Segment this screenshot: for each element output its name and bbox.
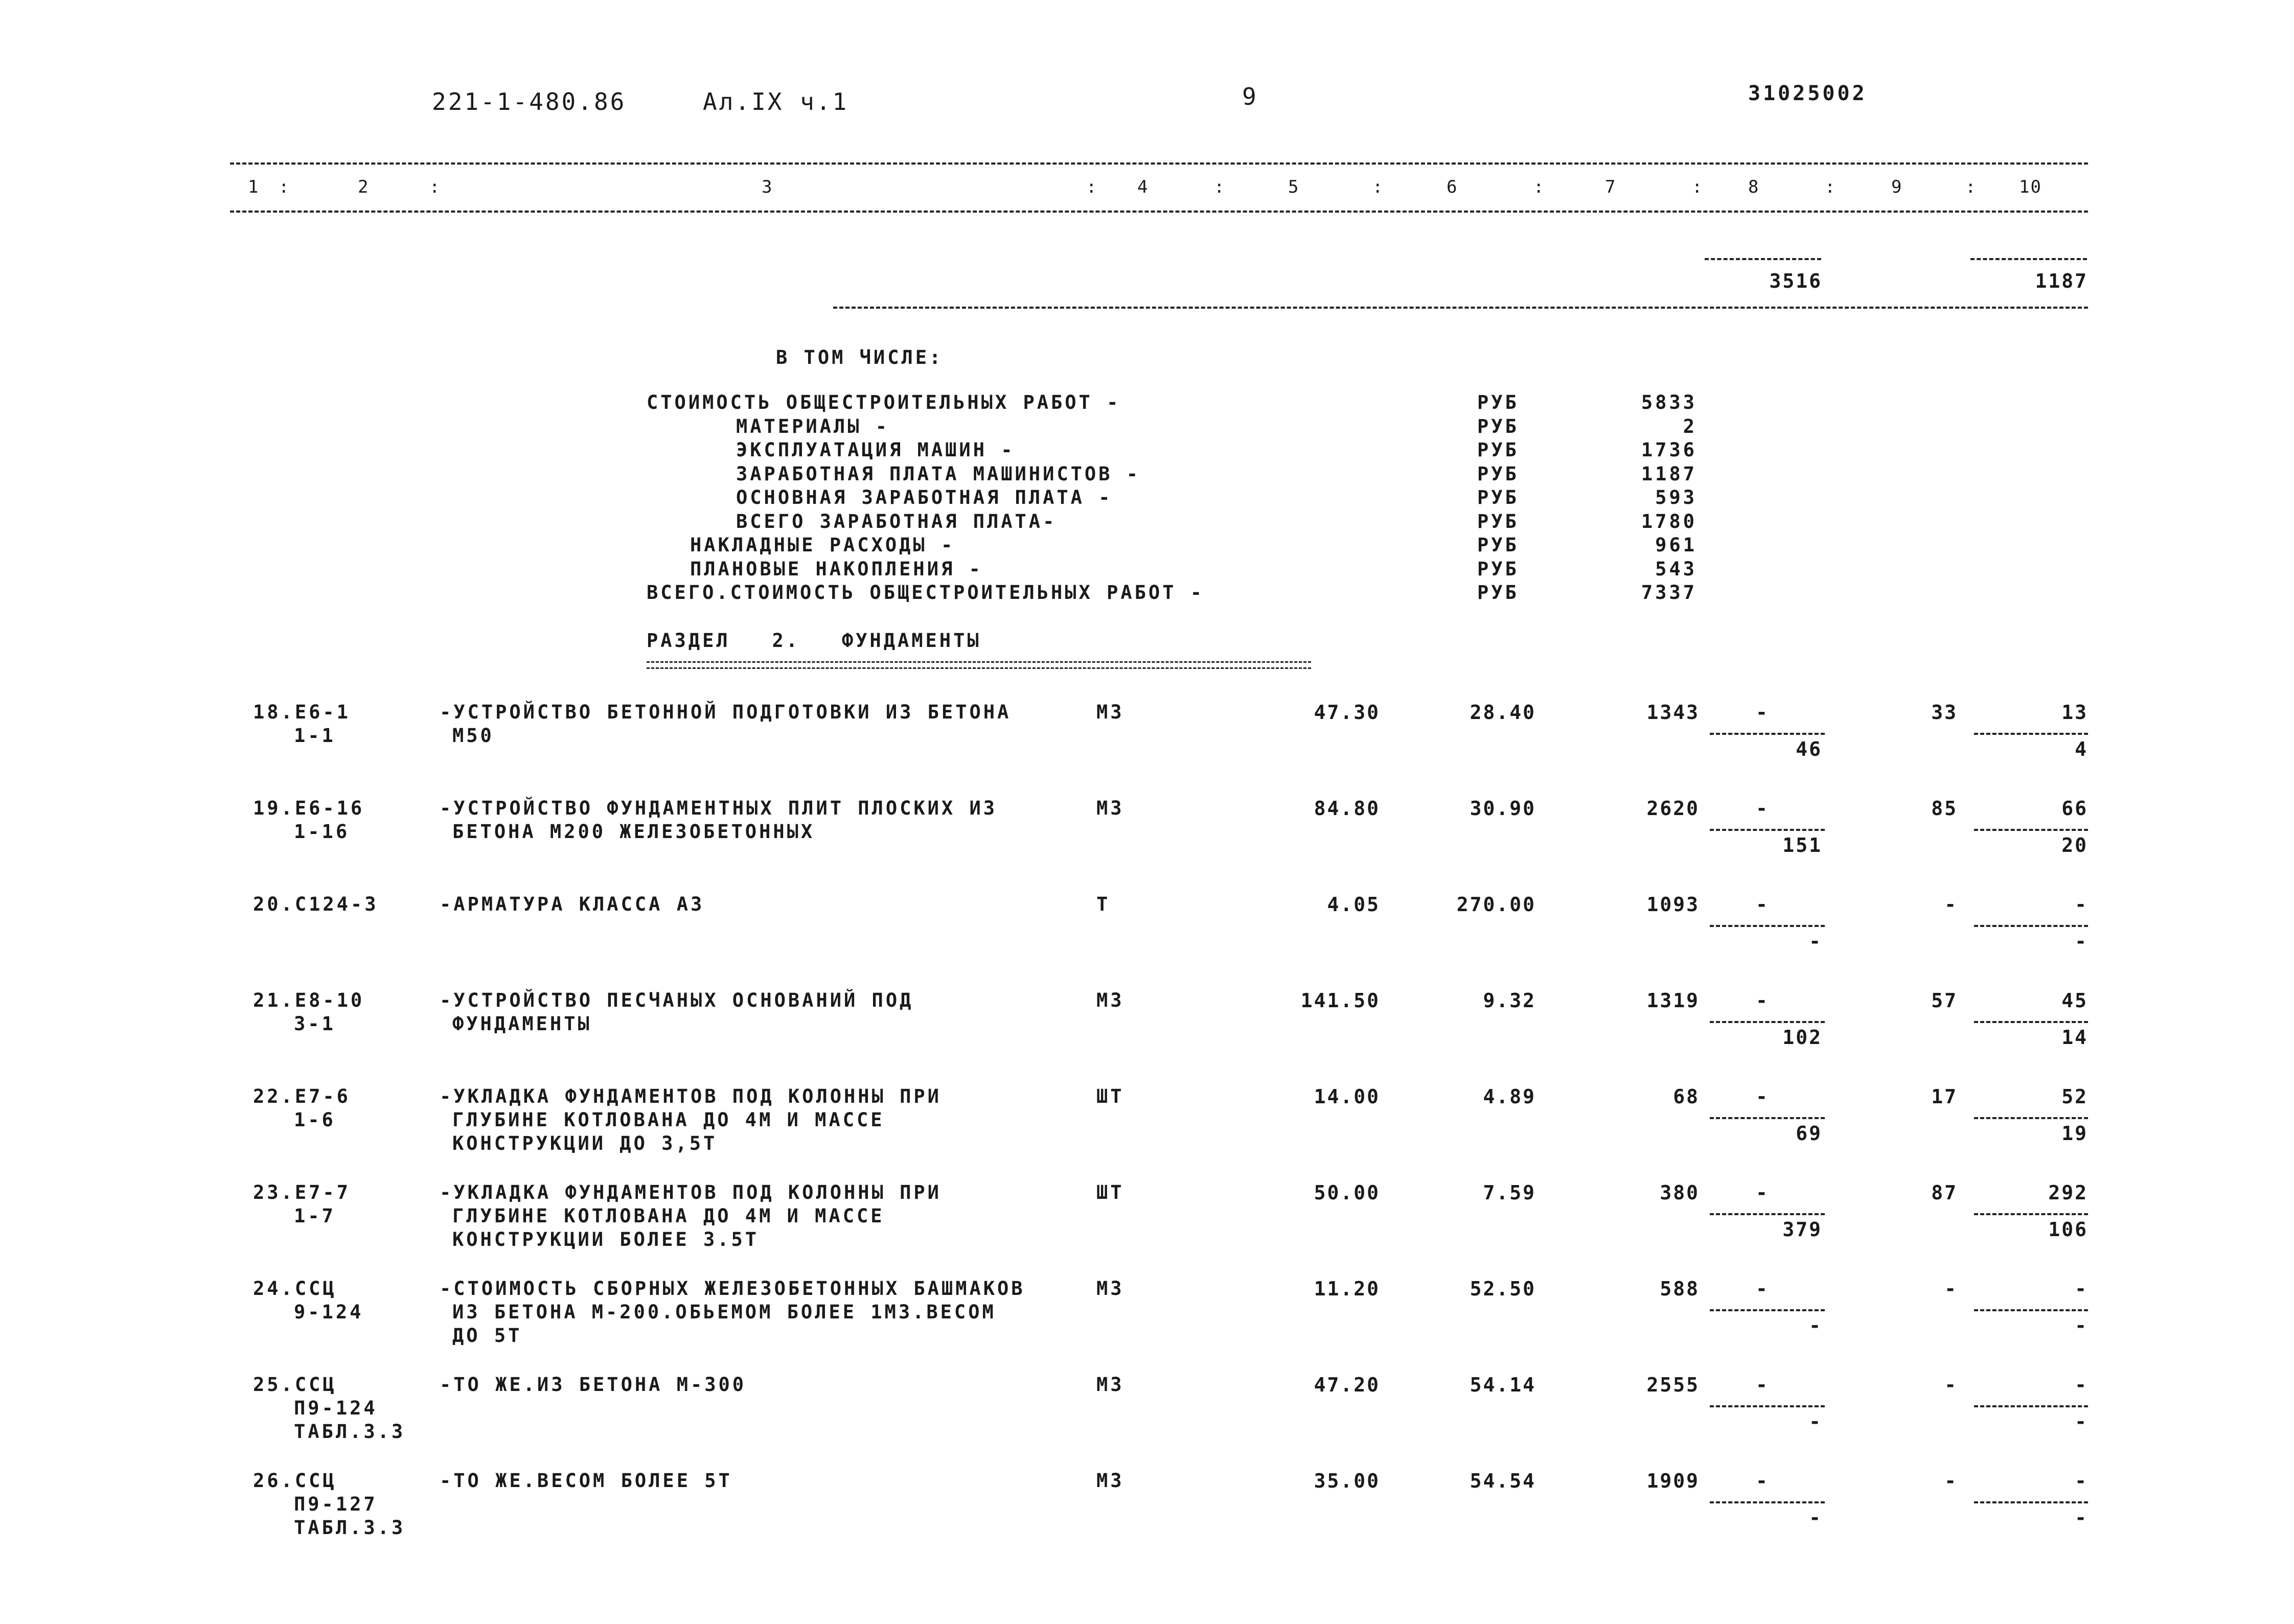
item-description: ИЗ БЕТОНА М-200.ОБЬЕМОМ БОЛЕЕ 1М3.ВЕСОМ <box>452 1301 996 1323</box>
header-top-rule <box>230 163 2088 165</box>
item-description: ФУНДАМЕНТЫ <box>452 1013 592 1035</box>
item-unit: ШТ <box>1096 1085 1125 1107</box>
item-c9: - <box>1944 1374 1958 1396</box>
item-code: 3-1 <box>294 1013 336 1035</box>
breakdown-unit: РУБ <box>1477 534 1519 556</box>
item-description: -ТО ЖЕ.ВЕСОМ БОЛЕЕ 5Т <box>440 1470 732 1492</box>
column-number: 2 <box>358 177 370 197</box>
item-c10-bottom: - <box>2075 1506 2088 1529</box>
breakdown-title: В ТОМ ЧИСЛЕ: <box>776 346 944 368</box>
column-number: 9 <box>1891 177 1903 197</box>
section-underline-1 <box>647 661 1311 663</box>
item-c8-top: - <box>1756 701 1769 724</box>
item-code: 26.ССЦ <box>253 1470 337 1492</box>
item-code: 9-124 <box>294 1301 364 1323</box>
item-quantity: 50.00 <box>1314 1181 1380 1204</box>
item-code: 20.С124-3 <box>253 893 379 915</box>
breakdown-label: НАКЛАДНЫЕ РАСХОДЫ - <box>690 534 955 556</box>
album-reference: Ал.IX ч.1 <box>703 88 849 115</box>
breakdown-unit: РУБ <box>1477 462 1519 485</box>
item-c9: - <box>1944 893 1958 916</box>
breakdown-value: 2 <box>1683 415 1697 437</box>
item-c8-bottom: - <box>1809 930 1822 953</box>
item-code: 21.Е8-10 <box>253 989 365 1011</box>
column-separator: : <box>429 177 441 197</box>
breakdown-value: 1736 <box>1641 439 1697 461</box>
item-c10-rule <box>1974 1213 2088 1215</box>
item-description: -УСТРОЙСТВО ПЕСЧАНЫХ ОСНОВАНИЙ ПОД <box>440 989 914 1011</box>
item-c8-rule <box>1710 1405 1825 1407</box>
item-code: 24.ССЦ <box>253 1278 337 1300</box>
item-c8-bottom: 151 <box>1782 834 1822 856</box>
item-code: 23.Е7-7 <box>253 1181 351 1203</box>
item-c10-top: 52 <box>2061 1085 2088 1108</box>
breakdown-label: МАТЕРИАЛЫ - <box>736 415 890 437</box>
subtotal-c8: 3516 <box>1769 270 1822 292</box>
column-separator: : <box>1965 177 1977 197</box>
column-separator: : <box>1214 177 1226 197</box>
item-c10-rule <box>1974 733 2088 735</box>
item-c10-top: 13 <box>2061 701 2088 724</box>
item-unit: М3 <box>1096 1374 1125 1396</box>
document-code: 221-1-480.86 <box>432 88 627 115</box>
item-total: 380 <box>1660 1181 1700 1204</box>
item-unit-price: 7.59 <box>1483 1181 1536 1204</box>
breakdown-label: ЭКСПЛУАТАЦИЯ МАШИН - <box>736 439 1015 461</box>
item-description: -УСТРОЙСТВО БЕТОННОЙ ПОДГОТОВКИ ИЗ БЕТОНА <box>440 701 1012 723</box>
item-unit: ШТ <box>1096 1181 1125 1203</box>
item-quantity: 14.00 <box>1314 1085 1380 1108</box>
breakdown-label: СТОИМОСТЬ ОБЩЕСТРОИТЕЛЬНЫХ РАБОТ - <box>647 391 1121 413</box>
item-total: 2555 <box>1646 1374 1700 1396</box>
item-quantity: 11.20 <box>1314 1278 1380 1300</box>
item-c8-bottom: 69 <box>1796 1122 1822 1145</box>
item-code: 1-1 <box>294 725 336 747</box>
item-description: ГЛУБИНЕ КОТЛОВАНА ДО 4М И МАССЕ <box>452 1109 885 1131</box>
column-number: 7 <box>1605 177 1617 197</box>
item-c10-top: 292 <box>2048 1181 2088 1204</box>
item-c10-rule <box>1974 1021 2088 1023</box>
column-number: 6 <box>1447 177 1458 197</box>
item-unit-price: 52.50 <box>1470 1278 1536 1300</box>
item-code: П9-124 <box>294 1397 378 1419</box>
item-code: ТАБЛ.3.3 <box>294 1421 406 1443</box>
breakdown-value: 1187 <box>1641 462 1697 485</box>
item-total: 1909 <box>1646 1470 1700 1492</box>
subtotal-c10: 1187 <box>2035 270 2088 292</box>
item-code: 1-6 <box>294 1109 336 1131</box>
item-c10-top: - <box>2075 1278 2088 1300</box>
item-c10-rule <box>1974 1501 2088 1503</box>
item-unit-price: 4.89 <box>1483 1085 1536 1108</box>
item-quantity: 4.05 <box>1327 893 1380 916</box>
column-number: 4 <box>1137 177 1149 197</box>
column-separator: : <box>1825 177 1837 197</box>
column-number: 3 <box>762 177 773 197</box>
item-c10-bottom: - <box>2075 1314 2088 1337</box>
item-c10-top: - <box>2075 1470 2088 1492</box>
item-c8-top: - <box>1756 1470 1769 1492</box>
column-number: 1 <box>248 177 260 197</box>
column-separator: : <box>1086 177 1098 197</box>
item-c10-rule <box>1974 1117 2088 1119</box>
item-total: 1319 <box>1646 989 1700 1012</box>
item-code: 25.ССЦ <box>253 1374 337 1396</box>
subtotal-rule-c8 <box>1705 258 1821 260</box>
breakdown-unit: РУБ <box>1477 391 1519 413</box>
item-c10-bottom: 106 <box>2048 1218 2088 1241</box>
breakdown-label: ОСНОВНАЯ ЗАРАБОТНАЯ ПЛАТА - <box>736 486 1113 508</box>
item-unit-price: 270.00 <box>1456 893 1536 916</box>
item-c10-bottom: 20 <box>2061 834 2088 856</box>
item-unit-price: 9.32 <box>1483 989 1536 1012</box>
item-c9: 33 <box>1931 701 1958 724</box>
item-c10-top: - <box>2075 1374 2088 1396</box>
item-description: -УСТРОЙСТВО ФУНДАМЕНТНЫХ ПЛИТ ПЛОСКИХ ИЗ <box>440 797 998 819</box>
item-c9: - <box>1944 1470 1958 1492</box>
item-c8-top: - <box>1756 1181 1769 1204</box>
item-description: -УКЛАДКА ФУНДАМЕНТОВ ПОД КОЛОННЫ ПРИ <box>440 1085 942 1107</box>
item-code: 18.Е6-1 <box>253 701 351 723</box>
breakdown-label: ВСЕГО ЗАРАБОТНАЯ ПЛАТА- <box>736 510 1057 532</box>
item-c10-bottom: 4 <box>2075 738 2088 760</box>
item-code: ТАБЛ.3.3 <box>294 1517 406 1539</box>
header-bottom-rule <box>230 211 2088 213</box>
item-c10-bottom: 19 <box>2061 1122 2088 1145</box>
breakdown-unit: РУБ <box>1477 415 1519 437</box>
breakdown-value: 1780 <box>1641 510 1697 532</box>
breakdown-value: 961 <box>1655 534 1697 556</box>
item-c9: 87 <box>1931 1181 1958 1204</box>
item-description: -СТОИМОСТЬ СБОРНЫХ ЖЕЛЕЗОБЕТОННЫХ БАШМАКОВ <box>440 1278 1025 1300</box>
item-description: ГЛУБИНЕ КОТЛОВАНА ДО 4М И МАССЕ <box>452 1205 885 1227</box>
item-description: -УКЛАДКА ФУНДАМЕНТОВ ПОД КОЛОННЫ ПРИ <box>440 1181 942 1203</box>
item-c8-rule <box>1710 829 1825 831</box>
item-c8-rule <box>1710 1309 1825 1311</box>
subtotal-rule-c10 <box>1970 258 2087 260</box>
item-unit: М3 <box>1096 989 1125 1011</box>
item-c10-top: 45 <box>2061 989 2088 1012</box>
item-description: КОНСТРУКЦИИ БОЛЕЕ 3.5Т <box>452 1228 760 1250</box>
item-unit-price: 28.40 <box>1470 701 1536 724</box>
item-description: КОНСТРУКЦИИ ДО 3,5Т <box>452 1132 718 1154</box>
item-c8-top: - <box>1756 1374 1769 1396</box>
breakdown-label: ЗАРАБОТНАЯ ПЛАТА МАШИНИСТОВ - <box>736 462 1141 485</box>
breakdown-label: ПЛАНОВЫЕ НАКОПЛЕНИЯ - <box>690 558 983 580</box>
item-c8-bottom: - <box>1809 1506 1822 1529</box>
item-c10-rule <box>1974 1405 2088 1407</box>
column-separator: : <box>1533 177 1545 197</box>
item-c8-top: - <box>1756 1278 1769 1300</box>
item-total: 68 <box>1673 1085 1700 1108</box>
item-c8-rule <box>1710 1117 1825 1119</box>
breakdown-value: 5833 <box>1641 391 1697 413</box>
item-c8-bottom: 46 <box>1796 738 1822 760</box>
item-code: П9-127 <box>294 1493 378 1515</box>
item-c9: - <box>1944 1278 1958 1300</box>
item-total: 2620 <box>1646 797 1700 820</box>
item-c8-rule <box>1710 1501 1825 1503</box>
item-c10-top: 66 <box>2061 797 2088 820</box>
column-separator: : <box>1372 177 1384 197</box>
item-description: БЕТОНА М200 ЖЕЛЕЗОБЕТОННЫХ <box>452 821 815 843</box>
item-c8-rule <box>1710 1021 1825 1023</box>
column-number: 10 <box>2019 177 2042 197</box>
item-total: 1093 <box>1646 893 1700 916</box>
item-quantity: 141.50 <box>1300 989 1380 1012</box>
breakdown-unit: РУБ <box>1477 439 1519 461</box>
document-id: 31025002 <box>1748 82 1867 105</box>
item-code: 1-16 <box>294 821 350 843</box>
section-underline-2 <box>647 667 1311 669</box>
item-c9: 17 <box>1931 1085 1958 1108</box>
item-unit: Т <box>1096 893 1111 915</box>
item-unit-price: 54.54 <box>1470 1470 1536 1492</box>
item-c10-rule <box>1974 829 2088 831</box>
breakdown-value: 7337 <box>1641 582 1697 604</box>
item-quantity: 47.30 <box>1314 701 1380 724</box>
item-quantity: 47.20 <box>1314 1374 1380 1396</box>
item-description: -АРМАТУРА КЛАССА А3 <box>440 893 705 915</box>
item-c8-rule <box>1710 925 1825 927</box>
item-c10-bottom: - <box>2075 930 2088 953</box>
item-code: 22.Е7-6 <box>253 1085 351 1107</box>
item-total: 1343 <box>1646 701 1700 724</box>
item-unit-price: 30.90 <box>1470 797 1536 820</box>
item-unit: М3 <box>1096 1278 1125 1300</box>
item-c9: 57 <box>1931 989 1958 1012</box>
page-number: 9 <box>1242 83 1258 110</box>
item-total: 588 <box>1660 1278 1700 1300</box>
item-unit: М3 <box>1096 701 1125 723</box>
item-quantity: 35.00 <box>1314 1470 1380 1492</box>
breakdown-unit: РУБ <box>1477 582 1519 604</box>
section-title: РАЗДЕЛ 2. ФУНДАМЕНТЫ <box>647 630 981 652</box>
item-unit-price: 54.14 <box>1470 1374 1536 1396</box>
column-separator: : <box>1692 177 1704 197</box>
item-c8-top: - <box>1756 1085 1769 1108</box>
item-c10-rule <box>1974 925 2088 927</box>
breakdown-value: 593 <box>1655 486 1697 508</box>
item-c8-rule <box>1710 1213 1825 1215</box>
item-c10-top: - <box>2075 893 2088 916</box>
breakdown-label: ВСЕГО.СТОИМОСТЬ ОБЩЕСТРОИТЕЛЬНЫХ РАБОТ - <box>647 582 1205 604</box>
item-description: М50 <box>452 725 494 747</box>
item-c8-top: - <box>1756 893 1769 916</box>
item-c10-bottom: - <box>2075 1410 2088 1433</box>
item-c9: 85 <box>1931 797 1958 820</box>
item-description: ДО 5Т <box>452 1325 522 1347</box>
item-c8-top: - <box>1756 989 1769 1012</box>
item-c10-rule <box>1974 1309 2088 1311</box>
item-c8-top: - <box>1756 797 1769 820</box>
item-c10-bottom: 14 <box>2061 1026 2088 1049</box>
column-separator: : <box>279 177 290 197</box>
item-quantity: 84.80 <box>1314 797 1380 820</box>
column-number: 8 <box>1748 177 1760 197</box>
item-c8-bottom: 102 <box>1782 1026 1822 1049</box>
item-code: 19.Е6-16 <box>253 797 365 819</box>
breakdown-unit: РУБ <box>1477 558 1519 580</box>
item-code: 1-7 <box>294 1205 336 1227</box>
breakdown-value: 543 <box>1655 558 1697 580</box>
item-unit: М3 <box>1096 1470 1125 1492</box>
item-description: -ТО ЖЕ.ИЗ БЕТОНА М-300 <box>440 1374 747 1396</box>
item-unit: М3 <box>1096 797 1125 819</box>
item-c8-rule <box>1710 733 1825 735</box>
item-c8-bottom: - <box>1809 1410 1822 1433</box>
item-c8-bottom: 379 <box>1782 1218 1822 1241</box>
breakdown-unit: РУБ <box>1477 510 1519 532</box>
column-number: 5 <box>1288 177 1300 197</box>
breakdown-unit: РУБ <box>1477 486 1519 508</box>
subtotal-bottom-rule <box>833 307 2088 309</box>
item-c8-bottom: - <box>1809 1314 1822 1337</box>
